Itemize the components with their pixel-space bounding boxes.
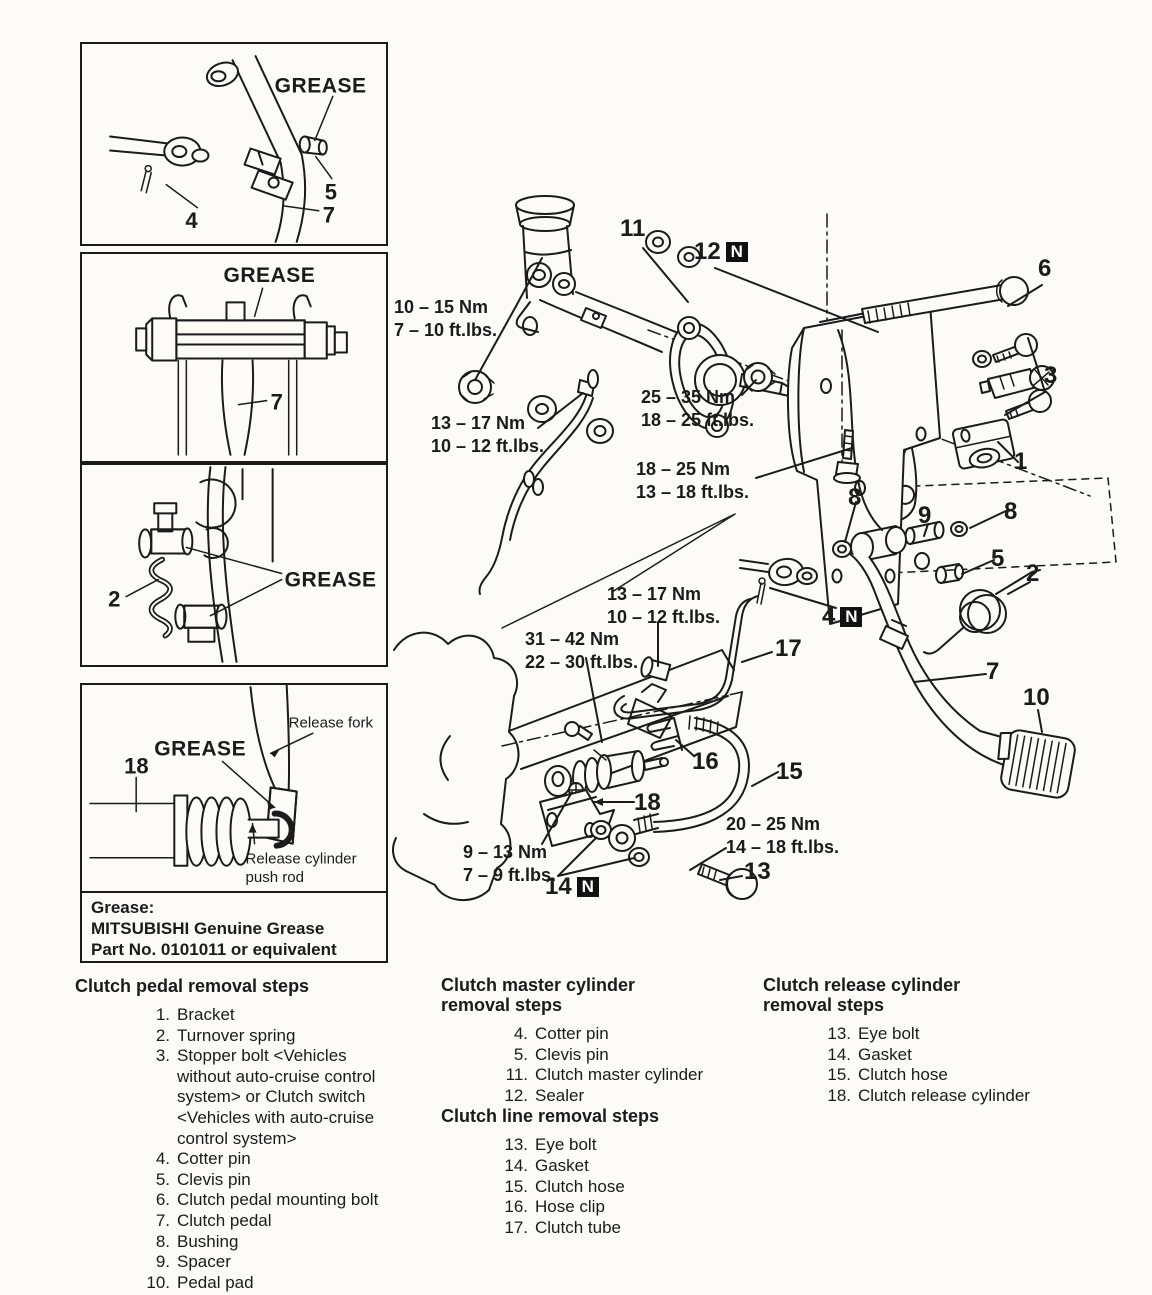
inset-pedal-shaft bbox=[80, 252, 388, 463]
panel-art bbox=[196, 467, 272, 662]
list-item: 1. Bracket bbox=[155, 1005, 235, 1024]
list-item: 18. Clutch release cylinder bbox=[827, 1085, 1030, 1105]
callout-14: 14 N bbox=[545, 873, 599, 901]
grease-note bbox=[80, 891, 388, 963]
list-item: 6. Clutch pedal mounting bolt bbox=[155, 1190, 379, 1210]
clevis-pin-art bbox=[300, 136, 327, 154]
list-item: 17. Clutch tube bbox=[504, 1217, 621, 1237]
list-item: 3. Stopper bolt <Vehicles without auto-cruise control system> or Clutch switch <Vehicles with auto-cruise control system> bbox=[155, 1046, 376, 1148]
list-item: 15. Clutch hose bbox=[827, 1065, 948, 1085]
callout-13: 13 bbox=[744, 858, 771, 885]
callout-2: 2 bbox=[1026, 560, 1040, 587]
callout-18: 18 bbox=[634, 789, 661, 816]
torque-master-cyl-nuts: 10 – 15 Nm 7 – 10 ft.lbs. bbox=[394, 297, 498, 340]
torque-flange-nut: 25 – 35 Nm 18 – 25 ft.lbs. bbox=[641, 387, 755, 430]
list-item: 8. Bushing bbox=[155, 1231, 239, 1251]
grease-label: GREASE bbox=[284, 568, 377, 592]
callout-7: 7 bbox=[322, 202, 336, 228]
list-item: 7. Clutch pedal bbox=[155, 1210, 272, 1230]
torque-bleeder: 31 – 42 Nm 22 – 30 ft.lbs. bbox=[525, 629, 639, 672]
list-item: 14. Gasket bbox=[504, 1155, 589, 1175]
section-release-cylinder bbox=[763, 975, 1103, 1106]
inset-release-fork bbox=[80, 683, 388, 893]
list-item: 14. Gasket bbox=[827, 1044, 912, 1064]
list-item: 10. Pedal pad bbox=[146, 1272, 254, 1292]
section-title: Clutch release cylinder removal steps bbox=[763, 975, 961, 1015]
inset-turnover-spring-art bbox=[82, 465, 386, 665]
callout-5: 5 bbox=[991, 545, 1005, 572]
n-flag: N bbox=[577, 877, 599, 897]
torque-tube-upper: 13 – 17 Nm 10 – 12 ft.lbs. bbox=[431, 413, 545, 456]
section-title: Clutch pedal removal steps bbox=[75, 976, 310, 996]
pivot-bolt-top-art bbox=[139, 503, 192, 557]
callout-7: 7 bbox=[270, 389, 283, 415]
torque-eye-bolt: 20 – 25 Nm 14 – 18 ft.lbs. bbox=[726, 814, 840, 857]
grease-note-title: Grease: bbox=[91, 898, 155, 917]
pedal-mounting-bolt-art bbox=[862, 277, 1028, 323]
torque-release-cyl: 9 – 13 Nm 7 – 9 ft.lbs. bbox=[463, 842, 557, 885]
grease-note-line2: MITSUBISHI Genuine Grease bbox=[91, 919, 325, 938]
grease-label: GREASE bbox=[274, 74, 367, 98]
list-item: 12. Sealer bbox=[504, 1085, 585, 1105]
section-clutch-pedal bbox=[75, 976, 420, 1293]
list-item: 4. Cotter pin bbox=[513, 1024, 609, 1043]
list-item: 5. Clevis pin bbox=[155, 1169, 251, 1189]
list-item: 2. Turnover spring bbox=[155, 1025, 296, 1045]
torque-tube-lower: 13 – 17 Nm 10 – 12 ft.lbs. bbox=[607, 584, 721, 627]
callout-2: 2 bbox=[108, 586, 121, 612]
section-master-cylinder-and-line bbox=[441, 975, 761, 1238]
list-item: 5. Clevis pin bbox=[513, 1044, 609, 1064]
release-cylinder-push-rod-label-2: push rod bbox=[245, 868, 305, 886]
list-item: 15. Clutch hose bbox=[504, 1176, 625, 1196]
callout-5: 5 bbox=[324, 179, 338, 205]
master-cyl-clevis-art bbox=[740, 557, 817, 604]
list-item: 9. Spacer bbox=[155, 1252, 231, 1272]
callout-7: 7 bbox=[986, 658, 1000, 685]
callout-11: 11 bbox=[620, 215, 646, 242]
list-item: 13. Eye bolt bbox=[504, 1135, 597, 1155]
list-item: 16. Hose clip bbox=[504, 1197, 605, 1217]
grease-label: GREASE bbox=[154, 737, 247, 761]
callout-17: 17 bbox=[775, 635, 802, 662]
release-cylinder-push-rod-label-1: Release cylinder bbox=[245, 850, 357, 868]
inset-turnover-spring bbox=[80, 463, 388, 667]
callout-4: 4 N bbox=[822, 603, 862, 631]
torque-stopper-bolt: 18 – 25 Nm 13 – 18 ft.lbs. bbox=[636, 459, 750, 502]
inset-clevis-pin bbox=[80, 42, 388, 246]
bracket-clip-art bbox=[952, 419, 1016, 473]
callout-12: 12 N bbox=[694, 238, 748, 266]
spring-art bbox=[151, 559, 170, 635]
callout-8-left: 8 bbox=[848, 484, 862, 511]
list-item: 13. Eye bolt bbox=[827, 1024, 920, 1043]
n-flag: N bbox=[726, 242, 748, 262]
shaft-assembly-art bbox=[136, 295, 347, 360]
list-item: 11. Clutch master cylinder bbox=[505, 1065, 704, 1085]
callout-18: 18 bbox=[124, 753, 149, 779]
grease-note-line3: Part No. 0101011 or equivalent bbox=[91, 940, 337, 959]
callout-1: 1 bbox=[1014, 448, 1028, 475]
callout-9: 9 bbox=[918, 502, 932, 529]
callout-16: 16 bbox=[692, 748, 719, 775]
list-item: 4. Cotter pin bbox=[155, 1149, 251, 1169]
inset-release-fork-art bbox=[82, 685, 386, 891]
callout-4: 4 bbox=[185, 207, 198, 233]
callout-3: 3 bbox=[1044, 362, 1058, 389]
section-title: Clutch line removal steps bbox=[441, 1106, 660, 1127]
release-fork-label: Release fork bbox=[288, 714, 374, 732]
stopper-bolt-clutch-switch-art bbox=[973, 334, 1054, 419]
callout-15: 15 bbox=[776, 758, 803, 785]
grease-label: GREASE bbox=[223, 264, 316, 288]
cotter-pin-art bbox=[141, 166, 151, 193]
n-flag: N bbox=[840, 607, 862, 627]
callout-6: 6 bbox=[1038, 255, 1052, 282]
callout-10: 10 bbox=[1023, 684, 1050, 711]
inset-pedal-shaft-art bbox=[82, 254, 386, 461]
section-title: Clutch master cylinder removal steps bbox=[441, 975, 636, 1015]
callout-8-right: 8 bbox=[1004, 498, 1018, 525]
inset-clevis-pin-art bbox=[82, 44, 386, 244]
clutch-master-cylinder-art bbox=[516, 196, 700, 352]
clevis-art bbox=[110, 136, 208, 165]
